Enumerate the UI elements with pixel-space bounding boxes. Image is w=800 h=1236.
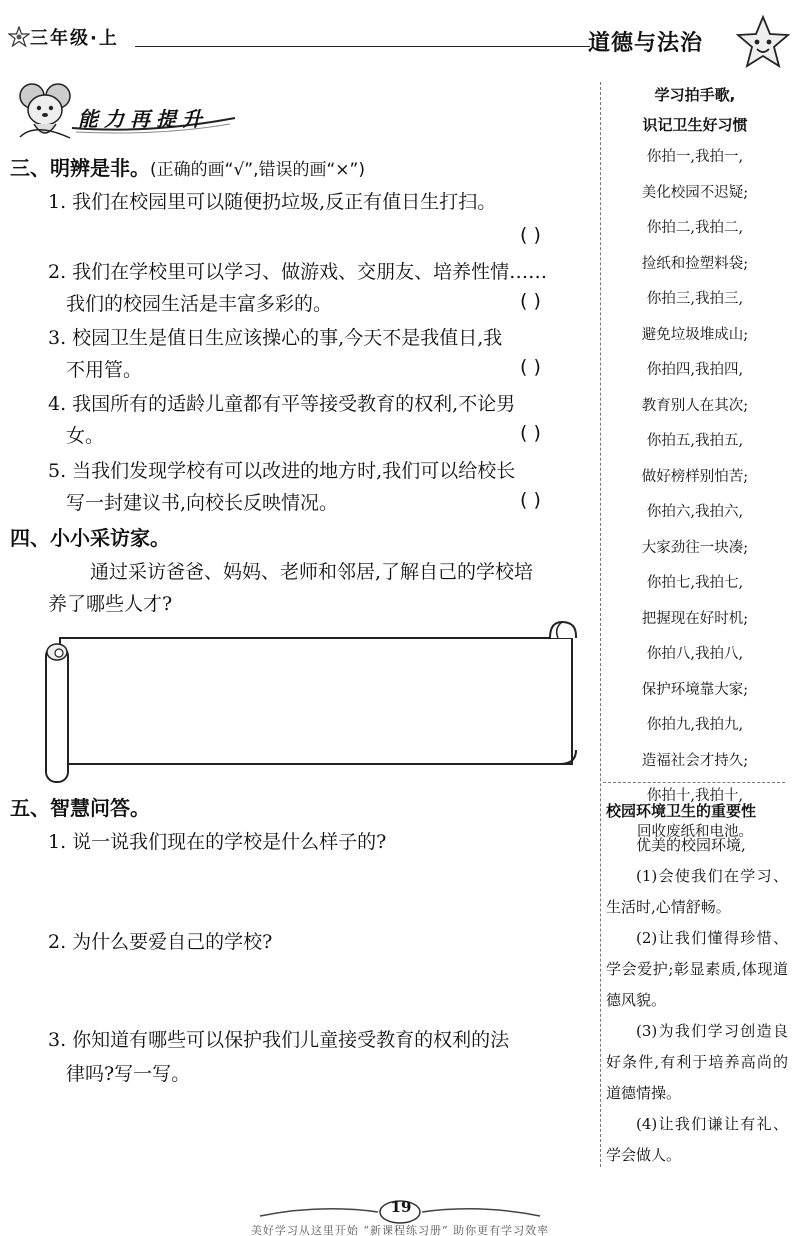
section-3-instruction: (正确的画“√”,错误的画“×”) <box>150 160 365 180</box>
grade-label: 三年级·上 <box>30 28 119 49</box>
question-5-line-1: 5. 当我们发现学校有可以改进的地方时,我们可以给校长 <box>48 460 516 482</box>
song-line: 你拍五,我拍五, <box>646 433 744 449</box>
answer-blank-5[interactable]: ( ) <box>520 489 541 511</box>
question-5-line-2: 写一封建议书,向校长反映情况。 <box>66 492 339 514</box>
song-line: 你拍一,我拍一, <box>646 149 744 165</box>
question-1: 1. 我们在校园里可以随便扔垃圾,反正有值日生打扫。 <box>48 191 497 213</box>
song-line: 你拍三,我拍三, <box>646 291 744 307</box>
song-line: 避免垃圾堆成山; <box>641 326 749 343</box>
section-3-title: 三、明辨是非。(正确的画“√”,错误的画“×”) <box>10 156 365 180</box>
sidebar-paragraph: (1)会使我们在学习、生活时,心情舒畅。 <box>606 867 788 916</box>
song-line: 造福社会才持久; <box>641 752 749 769</box>
song-line: 回收废纸和电池。 <box>637 823 753 840</box>
section-5-question-2: 2. 为什么要爱自己的学校? <box>48 931 273 953</box>
subject-title: 道德与法治 <box>588 31 704 56</box>
song-line: 你拍七,我拍七, <box>646 575 744 591</box>
section-5-question-3-line-2: 律吗?写一写。 <box>66 1063 191 1085</box>
footer-slogan: 美好学习从这里开始 “新课程练习册” 助你更有学习效率 <box>250 1224 550 1236</box>
song-line: 你拍二,我拍二, <box>646 220 744 236</box>
song-line: 做好榜样别怕苦; <box>641 468 749 485</box>
section-4-title: 四、小小采访家。 <box>10 526 170 550</box>
sidebar-section-2-body <box>606 830 788 1171</box>
sidebar-section-2-title: 校园环境卫生的重要性 <box>606 802 757 820</box>
question-3-line-2: 不用管。 <box>66 359 143 381</box>
question-2-line-2: 我们的校园生活是丰富多彩的。 <box>66 293 333 315</box>
star-mascot-icon <box>735 14 791 70</box>
question-3-line-1: 3. 校园卫生是值日生应该操心的事,今天不是我值日,我 <box>48 327 503 349</box>
page-number: 19 <box>390 1198 412 1216</box>
song-line: 你拍十,我拍十, <box>646 788 744 804</box>
section-5-question-1: 1. 说一说我们现在的学校是什么样子的? <box>48 831 387 853</box>
answer-blank-4[interactable]: ( ) <box>520 422 541 444</box>
song-line: 大家劲往一块凑; <box>641 539 749 556</box>
song-line: 你拍八,我拍八, <box>646 646 744 662</box>
question-4-line-1: 4. 我国所有的适龄儿童都有平等接受教育的权利,不论男 <box>48 393 516 415</box>
sidebar-paragraph: (2)让我们懂得珍惜、学会爱护;彰显素质,体现道德风貌。 <box>606 929 788 1009</box>
section-banner-title: 能力再提升 <box>78 107 208 131</box>
sidebar-title-line-1: 学习拍手歌, <box>654 86 736 104</box>
song-line: 把握现在好时机; <box>641 610 749 627</box>
scroll-answer-box[interactable] <box>40 618 580 786</box>
answer-blank-1[interactable]: ( ) <box>520 224 541 246</box>
sidebar-paragraph: (3)为我们学习创造良好条件,有利于培养高尚的道德情操。 <box>606 1022 788 1102</box>
song-line: 你拍六,我拍六, <box>646 504 744 520</box>
question-2-line-1: 2. 我们在学校里可以学习、做游戏、交朋友、培养性情…… <box>48 261 548 283</box>
song-line: 捡纸和捡塑料袋; <box>641 255 749 272</box>
answer-blank-2[interactable]: ( ) <box>520 290 541 312</box>
song-line: 教育别人在其次; <box>641 397 749 414</box>
song-line: 保护环境靠大家; <box>641 681 749 698</box>
sidebar-paragraph: 优美的校园环境, <box>636 836 746 854</box>
song-line: 你拍九,我拍九, <box>646 717 744 733</box>
sidebar-paragraph: (4)让我们谦让有礼、学会做人。 <box>606 1115 788 1164</box>
song-line: 你拍四,我拍四, <box>646 362 744 378</box>
section-5-title: 五、智慧问答。 <box>10 796 150 820</box>
section-5-question-3-line-1: 3. 你知道有哪些可以保护我们儿童接受教育的权利的法 <box>48 1029 510 1051</box>
section-4-prompt-line-2: 养了哪些人才? <box>48 593 173 615</box>
song-line: 美化校园不迟疑; <box>641 184 749 201</box>
answer-blank-3[interactable]: ( ) <box>520 356 541 378</box>
clapping-song <box>600 140 790 850</box>
star-ornament-icon <box>8 26 30 48</box>
question-4-line-2: 女。 <box>66 425 105 447</box>
header-rule <box>135 46 590 47</box>
sidebar-title-line-2: 识记卫生好习惯 <box>642 116 748 134</box>
section-4-prompt-line-1: 通过采访爸爸、妈妈、老师和邻居,了解自己的学校培 <box>90 561 534 583</box>
